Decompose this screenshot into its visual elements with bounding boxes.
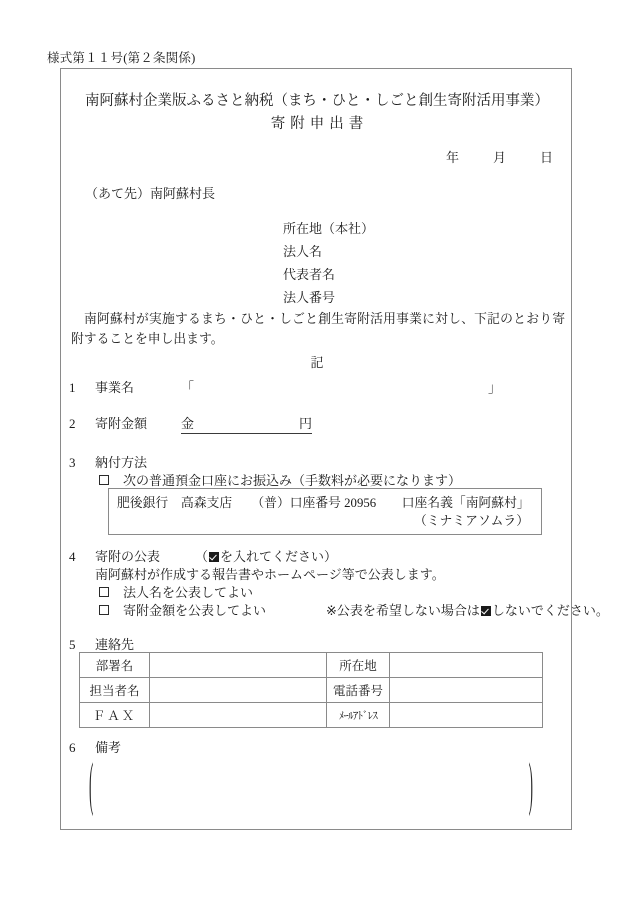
checked-box-warning-icon [481, 606, 491, 616]
item-1-number: 1 [69, 380, 76, 395]
contact-value-department[interactable] [150, 653, 327, 678]
form-frame-inner [61, 69, 609, 831]
contact-label-fax: ＦＡＸ [80, 703, 150, 728]
contact-label-department: 部署名 [80, 653, 150, 678]
form-title-line-1: 南阿蘇村企業版ふるさと納税（まち・ひと・しごと創生寄附活用事業） [85, 93, 549, 109]
item-4-option-2-label: 寄附金額を公表してよい [123, 603, 267, 618]
item-5-label: 連絡先 [95, 637, 135, 652]
table-row [80, 653, 543, 678]
form-title-line-2: 寄附申出書 [270, 116, 369, 132]
contact-value-person[interactable] [150, 678, 327, 703]
item-4-number: 4 [69, 549, 76, 564]
checked-box-icon [209, 552, 219, 562]
corporation-field-number: 法人番号 [283, 290, 336, 305]
item-5-number: 5 [69, 637, 76, 652]
remarks-brace-left-icon: ( [89, 748, 94, 818]
item-2-currency-prefix: 金 [181, 416, 195, 431]
contact-label-email: ﾒｰﾙｱﾄﾞﾚｽ [327, 703, 390, 728]
contact-value-email[interactable] [390, 703, 543, 728]
item-4-disclosure [69, 546, 337, 565]
item-4-warning-suffix: しないでください。 [491, 603, 609, 618]
item-6-label: 備考 [95, 740, 122, 755]
item-2-amount-field[interactable] [181, 413, 312, 434]
date-year-label: 年 [445, 150, 459, 165]
item-3-option-label: 次の普通預金口座にお振込み（手数料が必要になります） [123, 473, 462, 488]
contact-value-phone[interactable] [390, 678, 543, 703]
item-4-instruction-prefix: （ [195, 549, 209, 564]
corporation-field-representative: 代表者名 [283, 267, 336, 282]
contact-label-phone: 電話番号 [327, 678, 390, 703]
item-6-number: 6 [69, 740, 76, 755]
date-day-label: 日 [539, 150, 553, 165]
body-paragraph [71, 309, 565, 349]
form-frame [60, 68, 609, 830]
bank-account-box [108, 488, 542, 535]
date-month-label: 月 [492, 150, 506, 165]
form-number: 様式第１１号(第２条関係) [47, 51, 196, 65]
item-6-remarks [69, 737, 121, 756]
item-4-option-amount[interactable] [99, 600, 609, 619]
contact-value-fax[interactable] [150, 703, 327, 728]
contact-value-address[interactable] [390, 653, 543, 678]
corporation-field-name: 法人名 [283, 244, 323, 259]
item-4-option-1-label: 法人名を公表してよい [123, 585, 254, 600]
ki-marker: 記 [310, 355, 324, 370]
checkbox-bank-transfer-icon[interactable] [99, 475, 109, 485]
contact-label-address: 所在地 [327, 653, 390, 678]
item-4-option-corporate-name[interactable] [99, 582, 253, 601]
item-2-number: 2 [69, 416, 76, 431]
item-1-bracket-open: 「 [181, 380, 195, 395]
item-1-project-name [69, 377, 501, 396]
item-2-label: 寄附金額 [95, 416, 148, 431]
item-4-instruction-suffix: を入れてください） [220, 549, 338, 564]
item-2-currency-suffix: 円 [299, 416, 313, 431]
remarks-brace-right-icon: ) [528, 748, 533, 818]
contact-label-person: 担当者名 [80, 678, 150, 703]
item-2-donation-amount [69, 413, 312, 434]
contact-table [79, 652, 543, 728]
item-4-warning-prefix: ※公表を希望しない場合は [326, 603, 480, 618]
item-4-label: 寄附の公表 [95, 549, 161, 564]
item-3-payment-method [69, 452, 147, 471]
item-3-label: 納付方法 [95, 455, 148, 470]
addressee: （あて先）南阿蘇村長 [85, 186, 216, 201]
table-row [80, 678, 543, 703]
checkbox-disclose-corporate-name-icon[interactable] [99, 587, 109, 597]
remarks-input-area[interactable] [87, 748, 535, 818]
item-4-note: 南阿蘇村が作成する報告書やホームページ等で公表します。 [95, 567, 445, 582]
date-line [61, 147, 553, 166]
corporation-fields [283, 217, 374, 309]
body-paragraph-text: 南阿蘇村が実施するまち・ひと・しごと創生寄附活用事業に対し、下記のとおり寄附することを申し出ます。 [71, 312, 565, 346]
item-1-bracket-close: 」 [488, 380, 502, 395]
checkbox-disclose-amount-icon[interactable] [99, 605, 109, 615]
item-1-label: 事業名 [95, 380, 135, 395]
item-3-transfer-option[interactable] [99, 470, 461, 489]
bank-account-line-1: 肥後銀行 高森支店 （普）口座番号 20956 口座名義「南阿蘇村」 [117, 496, 530, 510]
bank-account-line-2: （ミナミアソムラ） [413, 514, 529, 528]
item-3-number: 3 [69, 455, 76, 470]
corporation-field-address: 所在地（本社） [283, 221, 375, 236]
table-row [80, 703, 543, 728]
item-5-contact [69, 634, 134, 653]
